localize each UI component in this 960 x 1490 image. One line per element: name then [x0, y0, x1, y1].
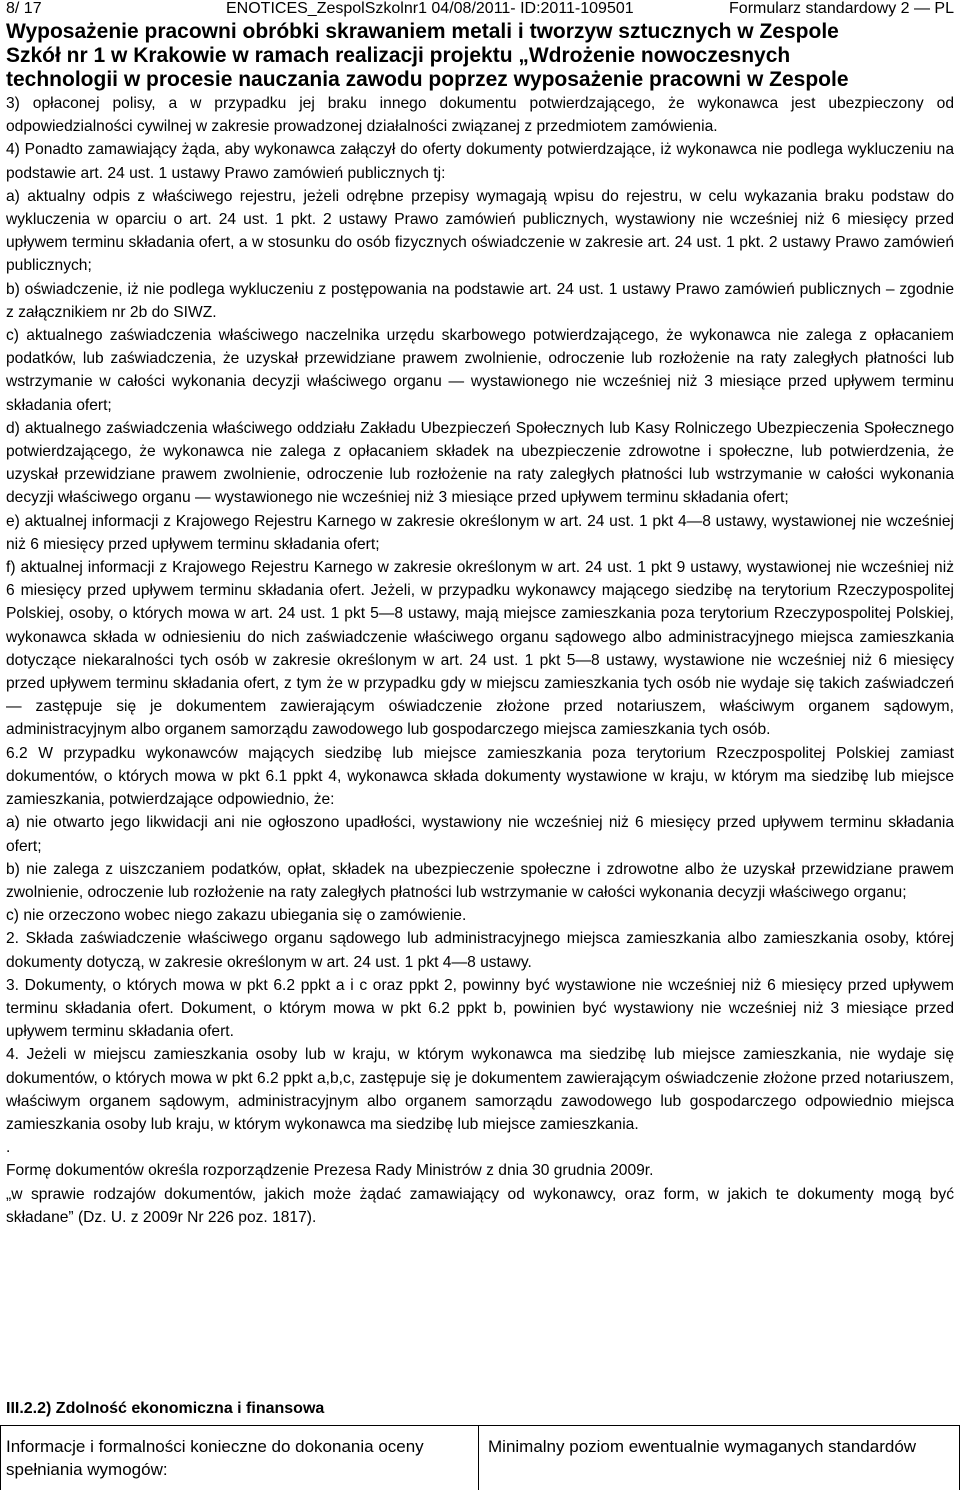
page-header — [6, 0, 954, 18]
paragraph: f) aktualnej informacji z Krajowego Rejestru Karnego w zakresie określonym w art. 24 ust. 1 pkt 9 ustawy, wystawionej nie wcześniej niż 6 miesięcy przed upływem terminu składania ofert. Jeżeli, w przypadku wykonawcy mającego siedzibę na terytorium Rzeczypospolitej Polskiej, osoby, o których mowa w art. 24 ust. 1 pkt 5—8 ustawy, mają miejsce zamieszkania poza terytorium Rzeczypospolitej Polskiej, wykonawca składa w odniesieniu do nich zaświadczenie właściwego organu sądowego albo administracyjnego miejsca zamieszkania dotyczące niekaralności tych osób w zakresie określonym w art. 24 ust. 1 pkt 5—8 ustawy, wystawione nie wcześniej niż 6 miesięcy przed upływem terminu składania ofert, z tym że w przypadku gdy w miejscu zamieszkania tych osób nie wydaje się takich zaświadczeń — zastępuje się je dokumentem zawierającym oświadczenie złożone przed notariuszem, właściwym organem sądowym, administracyjnym albo organem samorządu zawodowego lub gospodarczego miejsca zamieszkania tych osób. — [6, 559, 954, 739]
paragraph: 3) opłaconej polisy, a w przypadku jej braku innego dokumentu potwierdzającego, że wykonawca jest ubezpieczony od odpowiedzialności cywilnej w zakresie prowadzonej działalności związanej z przedmiotem zamówienia. — [6, 95, 954, 136]
title-line: technologii w procesie nauczania zawodu poprzez wyposażenie pracowni w Zespole — [6, 68, 849, 91]
section-heading: III.2.2) Zdolność ekonomiczna i finansowa — [6, 1400, 325, 1417]
paragraph: 4) Ponadto zamawiający żąda, aby wykonawca załączył do oferty dokumenty potwierdzające, iż wykonawca nie podlega wykluczeniu na podstawie art. 24 ust. 1 ustawy Prawo zamówień publicznych tj: — [6, 141, 954, 182]
paragraph: a) aktualny odpis z właściwego rejestru, jeżeli odrębne przepisy wymagają wpisu do rejestru, w celu wykazania braku podstaw do wykluczenia w oparciu o art. 24 ust. 1 pkt. 2 ustawy Prawo zamówień publicznych, wystawiony nie wcześniej niż 6 miesięcy przed upływem terminu składania ofert, a w stosunku do osób fizycznych oświadczenie w zakresie art. 24 ust. 1 pkt. 2 ustawy Prawo zamówień publicznych; — [6, 187, 954, 275]
notice-id: ENOTICES_ZespolSzkolnr1 04/08/2011- ID:2011-109501 — [226, 0, 634, 17]
table-right-header: Minimalny poziom ewentualnie wymaganych standardów — [488, 1437, 917, 1456]
form-label: Formularz standardowy 2 — PL — [729, 0, 954, 17]
paragraph: a) nie otwarto jego likwidacji ani nie ogłoszono upadłości, wystawiony nie wcześniej niż 6 miesięcy przed upływem terminu składania ofert; — [6, 814, 954, 855]
paragraph: b) oświadczenie, iż nie podlega wykluczeniu z postępowania na podstawie art. 24 ust. 1 ustawy Prawo zamówień publicznych – zgodnie z załącznikiem nr 2b do SIWZ. — [6, 280, 954, 321]
paragraph: 3. Dokumenty, o których mowa w pkt 6.2 ppkt a i c oraz ppkt 2, powinny być wystawione nie wcześniej niż 6 miesięcy przed upływem terminu składania ofert. Dokument, o którym mowa w pkt 6.2 ppkt b, powinien być wystawiony nie wcześniej niż 3 miesiące przed upływem terminu składania ofert. — [6, 976, 954, 1041]
table-left-border — [0, 1425, 1, 1490]
paragraph: Formę dokumentów określa rozporządzenie Prezesa Rady Ministrów z dnia 30 grudnia 2009r. — [6, 1162, 654, 1180]
requirements-table — [0, 1425, 960, 1485]
paragraph: 6.2 W przypadku wykonawców mających siedzibę lub miejsce zamieszkania poza terytorium Rzeczpospolitej Polskiej zamiast dokumentów, o których mowa w pkt 6.1 ppkt 4, wykonawca składa dokumenty wystawione w kraju, w którym ma siedzibę lub miejsce zamieszkania, potwierdzające odpowiednio, że: — [6, 744, 954, 809]
paragraph: c) nie orzeczono wobec niego zakazu ubiegania się o zamówienie. — [6, 907, 467, 925]
document-title — [6, 20, 954, 92]
paragraph: d) aktualnego zaświadczenia właściwego oddziału Zakładu Ubezpieczeń Społecznych lub Kasy Rolniczego Ubezpieczenia Społecznego potwierdzającego, że wykonawca nie zalega z opłacaniem składek na ubezpieczenie zdrowotne i społeczne, lub potwierdzenia, że uzyskał przewidziane prawem zwolnienie, odroczenie lub rozłożenie na raty zaległych płatności lub wstrzymanie w całości wykonania decyzji właściwego organu — wystawionego nie wcześniej niż 3 miesiące przed upływem terminu składania ofert; — [6, 419, 954, 507]
paragraph: . — [6, 1139, 11, 1157]
table-left-header: Informacje i formalności konieczne do dokonania oceny spełniania wymogów: — [6, 1437, 424, 1479]
paragraph: b) nie zalega z uiszczaniem podatków, opłat, składek na ubezpieczenie społeczne i zdrowotne albo że uzyskał przewidziane prawem zwolnienie, odroczenie lub rozłożenie na raty zaległych płatności lub wstrzymanie w całości wykonania decyzji właściwego organu; — [6, 860, 954, 901]
page-number: 8/ 17 — [6, 0, 42, 17]
paragraph: e) aktualnej informacji z Krajowego Rejestru Karnego w zakresie określonym w art. 24 ust. 1 pkt 4—8 ustawy, wystawionej nie wcześniej niż 6 miesięcy przed upływem terminu składania ofert; — [6, 512, 954, 553]
table-top-border — [0, 1425, 960, 1426]
title-line: Szkół nr 1 w Krakowie w ramach realizacji projektu „Wdrożenie nowoczesnych — [6, 44, 791, 67]
title-line: Wyposażenie pracowni obróbki skrawaniem metali i tworzyw sztucznych w Zespole — [6, 20, 839, 43]
document-body — [6, 92, 954, 1229]
paragraph: 2. Składa zaświadczenie właściwego organu sądowego lub administracyjnego miejsca zamieszkania albo zamieszkania osoby, której dokumenty dotyczą, w zakresie określonym w art. 24 ust. 1 pkt 4—8 ustawy. — [6, 930, 954, 971]
paragraph: 4. Jeżeli w miejscu zamieszkania osoby lub w kraju, w którym wykonawca ma siedzibę lub miejsce zamieszkania, nie wydaje się dokumentów, o których mowa w pkt 6.2 ppkt a,b,c, zastępuje się je dokumentem zawierającym oświadczenie złożone przed notariuszem, właściwym organem sądowym, administracyjnym albo organem samorządu zawodowego lub gospodarczego odpowiednio miejsca zamieszkania osoby lub kraju, w którym wykonawca ma siedzibę lub miejsce zamieszkania. — [6, 1046, 954, 1133]
paragraph: c) aktualnego zaświadczenia właściwego naczelnika urzędu skarbowego potwierdzającego, że wykonawca nie zalega z opłacaniem podatków, lub zaświadczenia, że uzyskał przewidziane prawem zwolnienie, odroczenie lub rozłożenie na raty zaległych płatności lub wstrzymanie w całości wykonania decyzji właściwego organu — wystawionego nie wcześniej niż 3 miesiące przed upływem terminu składania ofert; — [6, 327, 954, 414]
table-column-divider — [478, 1425, 479, 1490]
paragraph: „w sprawie rodzajów dokumentów, jakich może żądać zamawiający od wykonawcy, oraz form, w jakich te dokumenty mogą być składane” (Dz. U. z 2009r Nr 226 poz. 1817). — [6, 1185, 954, 1226]
